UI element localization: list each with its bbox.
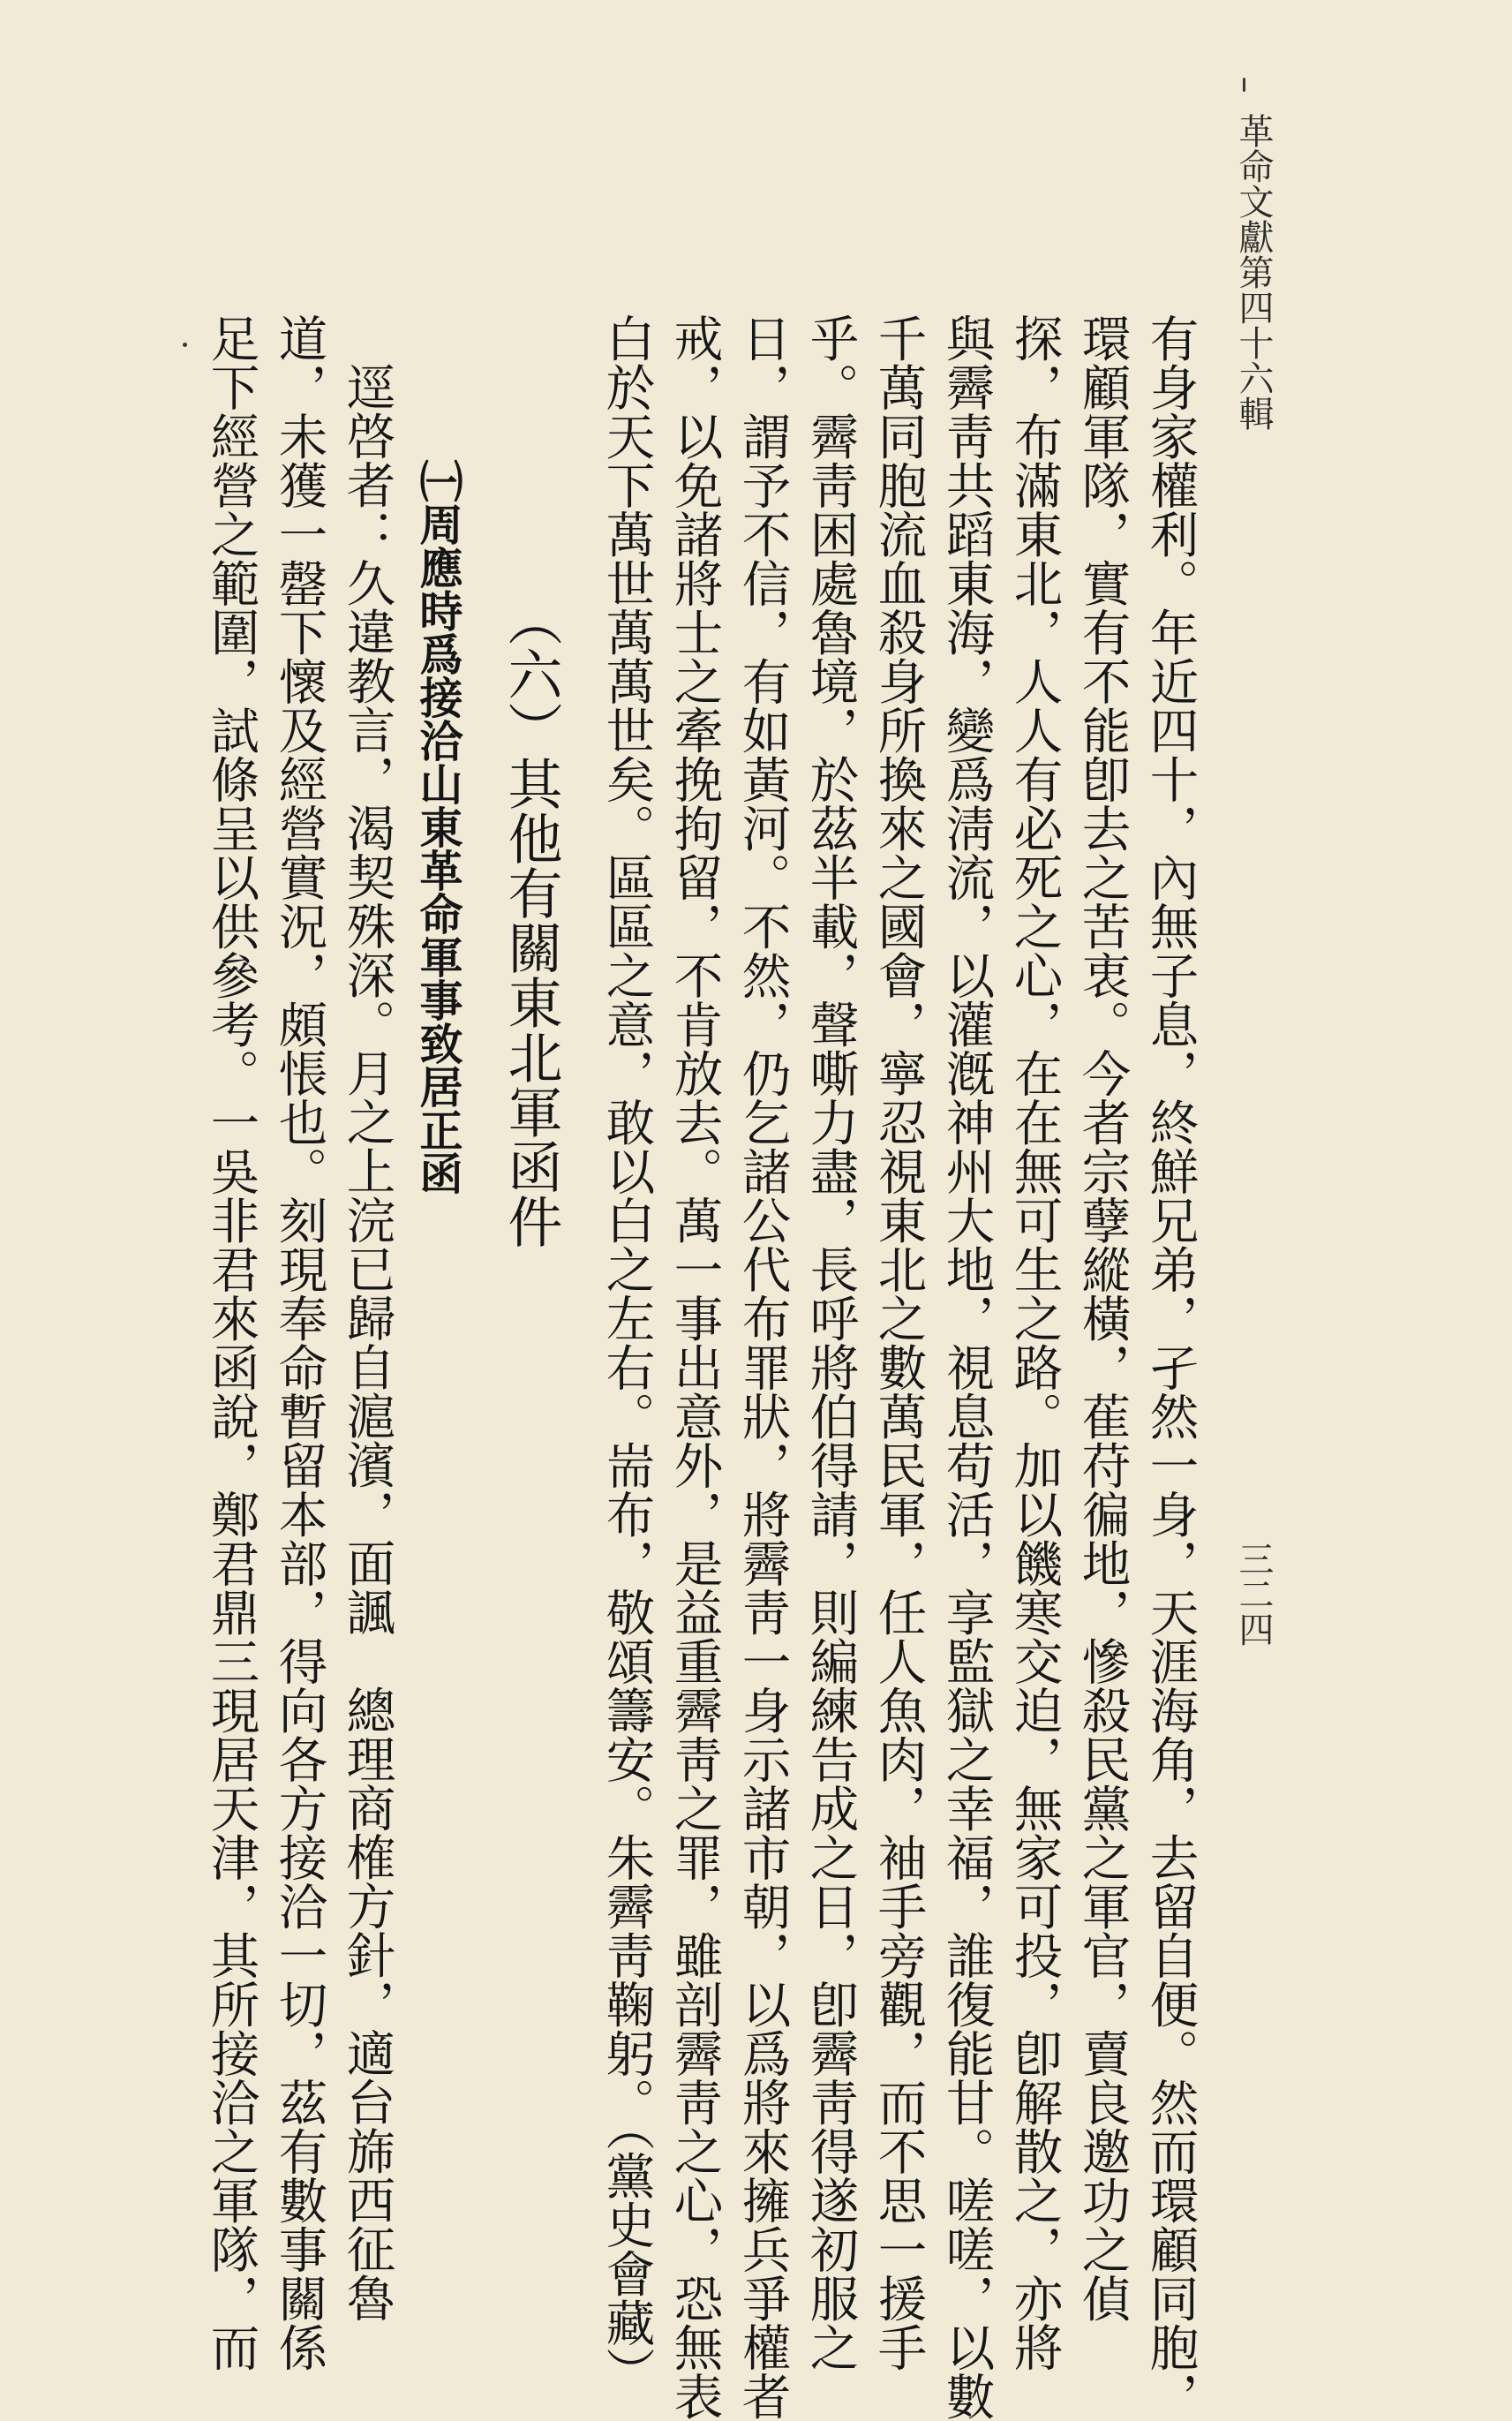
body-line: 白於天下萬世萬萬世矣。區區之意，敢以白之左右。耑布，敬頌籌安。朱霽靑鞠躬。（黨史會藏） xyxy=(597,313,655,2396)
body-line: 乎。霽靑困處魯境，於茲半載，聲嘶力盡，長呼將伯得請，則編練告成之日，卽霽靑得遂初服之 xyxy=(801,313,859,2372)
body-line: 與霽靑共蹈東海，變爲淸流，以灌漑神州大地，視息苟活，享監獄之幸福，誰復能甘。嗟嗟，以數 xyxy=(937,313,995,2421)
body-line: 千萬同胞流血殺身所換來之國會，寧忍視東北之數萬民軍，任人魚肉，袖手旁觀，而不思一援手 xyxy=(869,313,927,2372)
running-title: 革命文獻第四十六輯 xyxy=(1233,113,1274,431)
scan-speck xyxy=(1243,78,1245,92)
letter-title: ㈠周應時爲接洽山東革命軍事致居正函 xyxy=(413,459,464,1195)
body-line: 探，布滿東北，人人有必死之心，在在無可生之路。加以饑寒交迫，無家可投，卽解散之，亦將 xyxy=(1004,313,1063,2372)
letter-line: 道，未獲一罄下懷及經營實況，頗悵也。刻現奉命暫留本部，得向各方接洽一切，茲有數事關係 xyxy=(269,313,327,2372)
letter-line: 足下經營之範圍，試條呈以供參考。一吳非君來函說，鄭君鼎三現居天津，其所接洽之軍隊，而 xyxy=(201,313,260,2372)
body-line: 戒，以免諸將士之牽挽拘留，不肯放去。萬一事出意外，是益重霽靑之罪，雖剖霽靑之心，恐無表 xyxy=(665,313,723,2421)
section-heading: （六）其他有關東北軍函件 xyxy=(499,592,563,1248)
body-line: 環顧軍隊，實有不能卽去之苦衷。今者宗孽縱橫，萑苻徧地，慘殺民黨之軍官，賣良邀功之偵 xyxy=(1072,313,1131,2323)
body-line: 日，謂予不信，有如黃河。不然，仍乞諸公代布罪狀，將霽靑一身示諸市朝，以爲將來擁兵爭權者 xyxy=(733,313,791,2421)
body-line: 有身家權利。年近四十，內無子息，終鮮兄弟，孑然一身，天涯海角，去留自便。然而環顧同胞， xyxy=(1140,313,1199,2421)
letter-line: 逕啓者：久違教言，渴契殊深。月之上浣已歸自滬濱，面諷 總理商榷方針，適台旆西征魯 xyxy=(337,362,395,2322)
scan-speck xyxy=(183,343,187,347)
page-number: 三二四 xyxy=(1233,1541,1274,1647)
